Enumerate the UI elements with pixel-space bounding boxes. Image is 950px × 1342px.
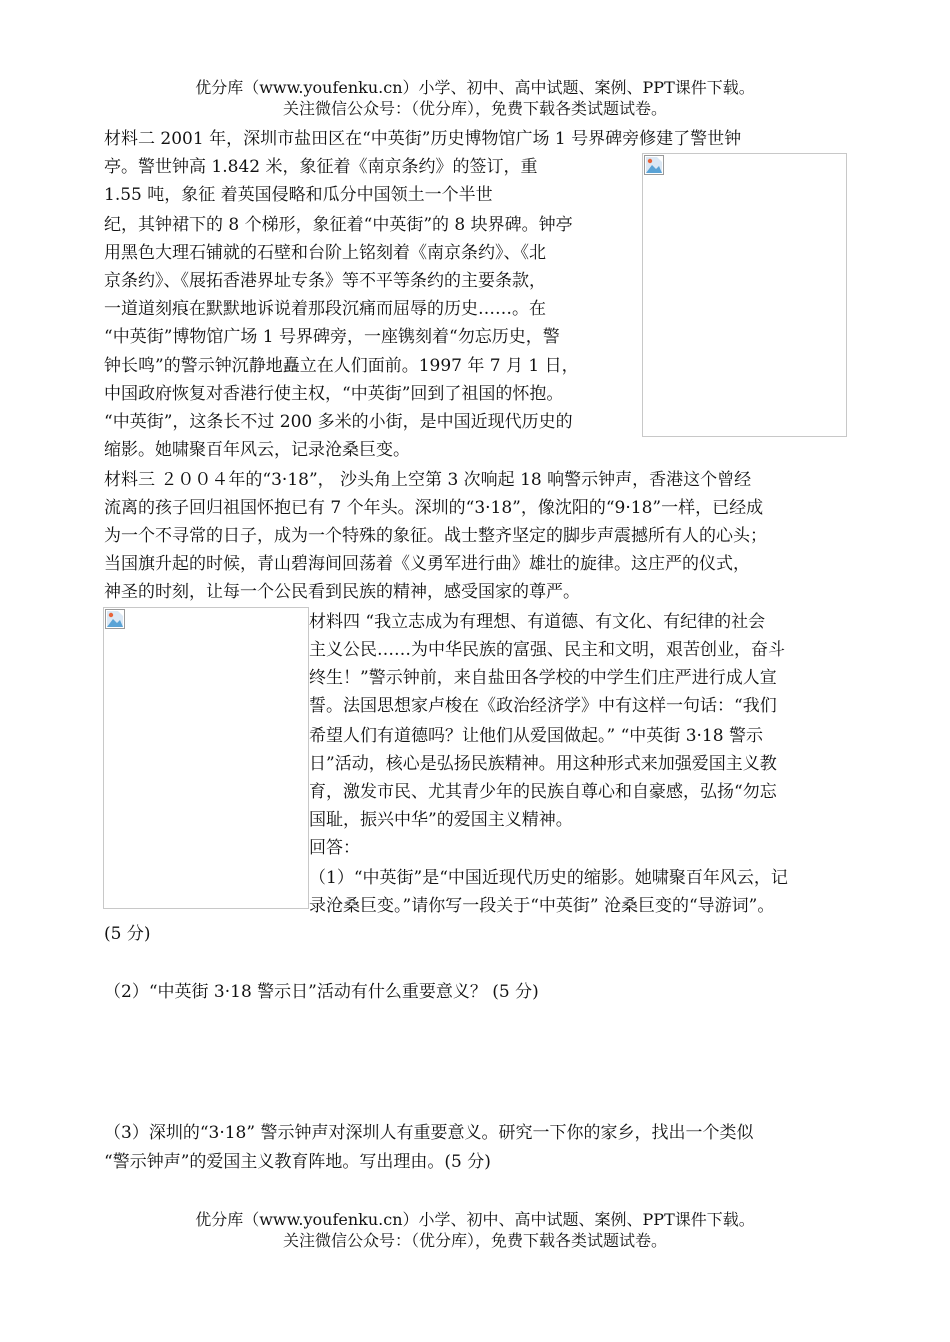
image-placeholder-ceremony [103,607,309,909]
material4-line: 终生！”警示钟前，来自盐田各学校的中学生们庄严进行成人宣 [309,668,777,688]
material2-line: 材料二 2001 年，深圳市盐田区在“中英街”历史博物馆广场 1 号界碑旁修建了警世钟 [104,129,742,149]
material2-line: 京条约》、《展拓香港界址专条》等不平等条约的主要条款， [104,271,546,291]
material2-line: 用黑色大理石铺就的石壁和台阶上铭刻着《南京条约》、《北 [104,243,546,263]
material3-line: 流离的孩子回归祖国怀抱已有 7 个年头。深圳的“3·18”，像沈阳的“9·18”一样，已经成 [104,498,764,518]
question-3-line-1: （3）深圳的“3·18” 警示钟声对深圳人有重要意义。研究一下你的家乡，找出一个类似 [104,1123,754,1143]
material4-line: 材料四 “我立志成为有理想、有道德、有文化、有纪律的社会 [309,612,766,632]
material2-line: 缩影。她啸聚百年风云，记录沧桑巨变。 [104,440,410,460]
page-footer-line-2: 关注微信公众号：（优分库），免费下载各类试题试卷。 [282,1231,667,1250]
broken-image-icon [105,609,125,629]
broken-image-icon [644,155,664,175]
material4-line: 育，激发市民、尤其青少年的民族自尊心和自豪感，弘扬“勿忘 [309,782,777,802]
answer-label: 回答： [309,838,360,858]
image-placeholder-bell [642,153,847,437]
material2-line: “中英街”博物馆广场 1 号界碑旁，一座镌刻着“勿忘历史，警 [104,327,560,347]
question-2: （2）“中英街 3·18 警示日”活动有什么重要意义？ (5 分) [104,982,539,1002]
material2-line: 一道道刻痕在默默地诉说着那段沉痛而屈辱的历史……。在 [104,299,546,319]
material3-line: 当国旗升起的时候，青山碧海间回荡着《义勇军进行曲》雄壮的旋律。这庄严的仪式， [104,554,750,574]
page-footer-line-1: 优分库（www.youfenku.cn）小学、初中、高中试题、案例、PPT课件下载。 [195,1210,755,1229]
material4-line: 国耻，振兴中华”的爱国主义精神。 [309,810,573,830]
question-1-line-2: 录沧桑巨变。”请你写一段关于“中英街” 沧桑巨变的“导游词”。 [309,896,775,916]
material4-line: 誓。法国思想家卢梭在《政治经济学》中有这样一句话：“我们 [309,696,777,716]
page-header-line-1: 优分库（www.youfenku.cn）小学、初中、高中试题、案例、PPT课件下载。 [195,78,755,97]
material2-line: 中国政府恢复对香港行使主权，“中英街”回到了祖国的怀抱。 [104,384,564,404]
material2-line: “中英街”，这条长不过 200 多米的小街，是中国近现代历史的 [104,412,573,432]
material3-line: 神圣的时刻，让每一个公民看到民族的精神，感受国家的尊严。 [104,582,580,602]
material2-line: 1.55 吨，象征 着英国侵略和瓜分中国领土一个半世 [104,185,493,205]
material4-line: 希望人们有道德吗？让他们从爱国做起。” “中英街 3·18 警示 [309,726,763,746]
material2-line: 亭。警世钟高 1.842 米，象征着《南京条约》的签订，重 [104,157,538,177]
question-1-points: (5 分) [104,924,151,944]
material4-line: 日”活动，核心是弘扬民族精神。用这种形式来加强爱国主义教 [309,754,777,774]
question-1-line-1: （1）“中英街”是“中国近现代历史的缩影。她啸聚百年风云，记 [309,868,788,888]
material2-line: 钟长鸣”的警示钟沉静地矗立在人们面前。1997 年 7 月 1 日， [104,356,579,376]
material3-line: 为一个不寻常的日子，成为一个特殊的象征。战士整齐坚定的脚步声震撼所有人的心头； [104,526,767,546]
material2-line: 纪，其钟裙下的 8 个梯形，象征着“中英街”的 8 块界碑。钟亭 [104,215,573,235]
question-3-line-2: “警示钟声”的爱国主义教育阵地。写出理由。(5 分) [104,1152,491,1172]
page-header-line-2: 关注微信公众号：（优分库），免费下载各类试题试卷。 [282,99,667,118]
material3-line: 材料三 ２００４年的“3·18”， 沙头角上空第 3 次响起 18 响警示钟声，香港这个曾经 [104,470,752,490]
material4-line: 主义公民……为中华民族的富强、民主和文明，艰苦创业，奋斗 [309,640,785,660]
